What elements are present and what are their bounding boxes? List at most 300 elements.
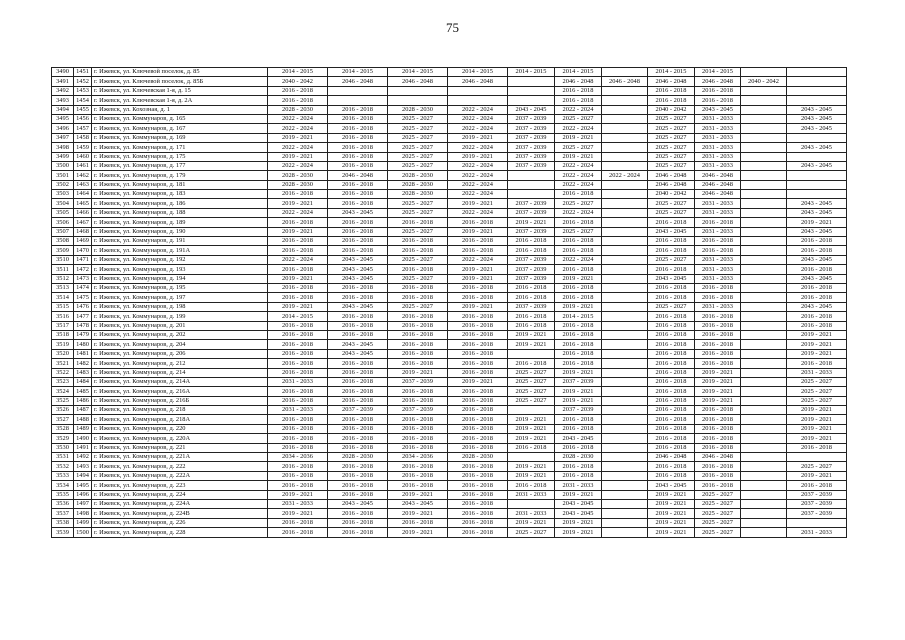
period-cell: 2016 - 2018 [555,86,602,95]
address-cell: г. Ижевск, ул. Ключевой поселок, д. 85 [92,68,268,77]
row-id-cell: 1466 [74,208,92,217]
period-cell: 2031 - 2033 [268,406,328,415]
period-cell: 2016 - 2018 [268,293,328,302]
period-cell: 2025 - 2027 [555,227,602,236]
period-cell [741,133,787,142]
period-cell [508,86,555,95]
period-cell: 2016 - 2018 [328,424,388,433]
period-cell [741,246,787,255]
table-row [52,330,847,339]
period-cell [602,321,648,330]
period-cell: 2016 - 2018 [268,471,328,480]
period-cell: 2037 - 2039 [508,133,555,142]
row-number-cell: 3522 [52,368,74,377]
table-row [52,518,847,527]
period-cell [741,528,787,537]
row-id-cell: 1457 [74,124,92,133]
table-row [52,302,847,311]
row-id-cell: 1490 [74,434,92,443]
period-cell [787,133,847,142]
period-cell: 2022 - 2024 [555,124,602,133]
period-cell: 2043 - 2045 [328,302,388,311]
row-number-cell: 3509 [52,246,74,255]
period-cell: 2016 - 2018 [268,86,328,95]
period-cell [508,349,555,358]
period-cell: 2025 - 2027 [508,387,555,396]
period-cell: 2016 - 2018 [648,246,695,255]
period-cell [741,509,787,518]
period-cell: 2031 - 2033 [787,528,847,537]
period-cell: 2016 - 2018 [328,293,388,302]
period-cell: 2016 - 2018 [448,471,508,480]
period-cell [602,387,648,396]
period-cell [741,396,787,405]
period-cell: 2043 - 2045 [508,105,555,114]
period-cell: 2037 - 2039 [555,377,602,386]
address-cell: г. Ижевск, ул. Коммунаров, д. 226 [92,518,268,527]
period-cell [328,86,388,95]
period-cell: 2022 - 2024 [555,180,602,189]
period-cell: 2016 - 2018 [695,349,741,358]
period-cell [741,255,787,264]
period-cell: 2016 - 2018 [555,293,602,302]
table-row [52,312,847,321]
period-cell: 2025 - 2027 [388,114,448,123]
period-cell [741,359,787,368]
period-cell: 2043 - 2045 [787,105,847,114]
period-cell [787,96,847,105]
period-cell: 2014 - 2015 [328,68,388,77]
period-cell [602,161,648,170]
period-cell: 2016 - 2018 [787,237,847,246]
period-cell: 2014 - 2015 [555,68,602,77]
period-cell: 2025 - 2027 [388,227,448,236]
period-cell: 2019 - 2021 [388,528,448,537]
row-id-cell: 1487 [74,406,92,415]
period-cell: 2016 - 2018 [328,368,388,377]
period-cell: 2046 - 2048 [648,171,695,180]
period-cell: 2016 - 2018 [695,96,741,105]
row-number-cell: 3529 [52,434,74,443]
table-row [52,443,847,452]
period-cell: 2025 - 2027 [787,387,847,396]
period-cell: 2019 - 2021 [448,265,508,274]
period-cell: 2016 - 2018 [328,283,388,292]
period-cell: 2043 - 2045 [787,124,847,133]
table-row [52,340,847,349]
period-cell: 2016 - 2018 [328,387,388,396]
address-cell: г. Ижевск, ул. Коммунаров, д. 197 [92,293,268,302]
period-cell [741,434,787,443]
period-cell: 2016 - 2018 [328,105,388,114]
period-cell [787,68,847,77]
period-cell [787,77,847,86]
table-row [52,359,847,368]
row-number-cell: 3511 [52,265,74,274]
period-cell: 2016 - 2018 [508,293,555,302]
period-cell: 2031 - 2033 [695,152,741,161]
period-cell: 2016 - 2018 [268,321,328,330]
period-cell: 2019 - 2021 [268,227,328,236]
period-cell: 2019 - 2021 [555,368,602,377]
table-row [52,462,847,471]
period-cell: 2022 - 2024 [268,161,328,170]
period-cell: 2037 - 2039 [508,274,555,283]
period-cell: 2043 - 2045 [695,105,741,114]
period-cell: 2016 - 2018 [695,462,741,471]
period-cell: 2016 - 2018 [268,368,328,377]
period-cell: 2016 - 2018 [555,237,602,246]
row-number-cell: 3497 [52,133,74,142]
period-cell: 2046 - 2048 [648,453,695,462]
period-cell: 2019 - 2021 [787,349,847,358]
period-cell: 2019 - 2021 [555,133,602,142]
address-cell: г. Ижевск, ул. Коммунаров, д. 224 [92,490,268,499]
period-cell [508,171,555,180]
page-number: 75 [446,20,459,35]
row-number-cell: 3490 [52,68,74,77]
period-cell: 2025 - 2027 [695,518,741,527]
period-cell: 2028 - 2030 [555,453,602,462]
period-cell: 2016 - 2018 [648,443,695,452]
period-cell [602,471,648,480]
period-cell [602,377,648,386]
address-cell: г. Ижевск, ул. Коммунаров, д. 167 [92,124,268,133]
period-cell: 2016 - 2018 [695,312,741,321]
period-cell: 2019 - 2021 [268,274,328,283]
table-row [52,265,847,274]
period-cell [787,180,847,189]
period-cell: 2016 - 2018 [388,359,448,368]
period-cell: 2016 - 2018 [448,330,508,339]
period-cell: 2016 - 2018 [448,499,508,508]
address-cell: г. Ижевск, ул. Коммунаров, д. 177 [92,161,268,170]
period-cell: 2016 - 2018 [648,368,695,377]
period-cell: 2019 - 2021 [448,227,508,236]
address-cell: г. Ижевск, ул. Коммунаров, д. 171 [92,143,268,152]
row-number-cell: 3537 [52,509,74,518]
period-cell: 2016 - 2018 [388,283,448,292]
period-cell: 2025 - 2027 [388,124,448,133]
row-id-cell: 1494 [74,471,92,480]
address-cell: г. Ижевск, ул. Коммунаров, д. 214А [92,377,268,386]
period-cell: 2025 - 2027 [388,302,448,311]
period-cell: 2016 - 2018 [648,293,695,302]
address-cell: г. Ижевск, ул. Коммунаров, д. 175 [92,152,268,161]
row-number-cell: 3516 [52,312,74,321]
address-cell: г. Ижевск, ул. Коммунаров, д. 220А [92,434,268,443]
period-cell: 2016 - 2018 [648,462,695,471]
address-cell: г. Ижевск, ул. Коммунаров, д. 218 [92,406,268,415]
period-cell: 2040 - 2042 [648,105,695,114]
row-id-cell: 1452 [74,77,92,86]
period-cell: 2019 - 2021 [695,368,741,377]
period-cell: 2043 - 2045 [328,274,388,283]
row-id-cell: 1483 [74,368,92,377]
period-cell: 2016 - 2018 [508,321,555,330]
period-cell: 2031 - 2033 [695,114,741,123]
row-id-cell: 1498 [74,509,92,518]
period-cell: 2016 - 2018 [448,340,508,349]
period-cell: 2016 - 2018 [268,528,328,537]
period-cell: 2037 - 2039 [508,152,555,161]
period-cell: 2016 - 2018 [388,443,448,452]
address-cell: г. Ижевск, ул. Коммунаров, д. 218А [92,415,268,424]
period-cell: 2025 - 2027 [648,199,695,208]
table-row [52,528,847,537]
period-cell [602,133,648,142]
row-number-cell: 3494 [52,105,74,114]
row-id-cell: 1458 [74,133,92,142]
period-cell: 2022 - 2024 [448,114,508,123]
period-cell: 2043 - 2045 [648,274,695,283]
period-cell: 2046 - 2048 [448,77,508,86]
period-cell: 2019 - 2021 [555,152,602,161]
period-cell: 2046 - 2048 [602,77,648,86]
period-cell: 2019 - 2021 [787,340,847,349]
period-cell: 2016 - 2018 [448,481,508,490]
address-cell: г. Ижевск, ул. Коммунаров, д. 224А [92,499,268,508]
period-cell: 2037 - 2039 [508,199,555,208]
row-number-cell: 3505 [52,208,74,217]
period-cell: 2014 - 2015 [508,68,555,77]
period-cell: 2016 - 2018 [388,424,448,433]
period-cell [602,218,648,227]
period-cell: 2019 - 2021 [448,152,508,161]
row-id-cell: 1462 [74,171,92,180]
period-cell: 2025 - 2027 [555,143,602,152]
row-number-cell: 3492 [52,86,74,95]
period-cell: 2016 - 2018 [448,246,508,255]
period-cell: 2028 - 2030 [388,180,448,189]
period-cell [602,528,648,537]
period-cell: 2016 - 2018 [448,443,508,452]
period-cell: 2016 - 2018 [328,227,388,236]
period-cell: 2016 - 2018 [648,283,695,292]
address-cell: г. Ижевск, ул. Коммунаров, д. 220 [92,424,268,433]
period-cell: 2014 - 2015 [268,312,328,321]
period-cell: 2016 - 2018 [328,161,388,170]
period-cell: 2025 - 2027 [787,462,847,471]
period-cell [741,171,787,180]
period-cell: 2025 - 2027 [648,302,695,311]
row-number-cell: 3512 [52,274,74,283]
period-cell: 2028 - 2030 [388,105,448,114]
period-cell: 2016 - 2018 [648,237,695,246]
period-cell: 2046 - 2048 [695,77,741,86]
period-cell: 2019 - 2021 [508,415,555,424]
period-cell: 2031 - 2033 [508,509,555,518]
row-id-cell: 1480 [74,340,92,349]
period-cell [741,124,787,133]
row-number-cell: 3521 [52,359,74,368]
period-cell: 2016 - 2018 [268,434,328,443]
period-cell [741,105,787,114]
period-cell: 2025 - 2027 [648,133,695,142]
period-cell: 2025 - 2027 [695,509,741,518]
period-cell: 2016 - 2018 [448,462,508,471]
period-cell: 2016 - 2018 [555,349,602,358]
table-row [52,246,847,255]
period-cell: 2019 - 2021 [508,471,555,480]
table-row [52,161,847,170]
period-cell: 2019 - 2021 [388,368,448,377]
address-cell: г. Ижевск, ул. Коммунаров, д. 195 [92,283,268,292]
row-id-cell: 1484 [74,377,92,386]
schedule-table [51,67,847,538]
period-cell: 2037 - 2039 [787,499,847,508]
period-cell [741,293,787,302]
period-cell: 2031 - 2033 [695,161,741,170]
period-cell: 2037 - 2039 [388,406,448,415]
period-cell: 2016 - 2018 [448,218,508,227]
address-cell: г. Ижевск, ул. Коммунаров, д. 202 [92,330,268,339]
row-id-cell: 1454 [74,96,92,105]
row-number-cell: 3503 [52,190,74,199]
period-cell: 2016 - 2018 [388,387,448,396]
period-cell: 2016 - 2018 [328,396,388,405]
period-cell [741,302,787,311]
period-cell: 2031 - 2033 [695,265,741,274]
row-id-cell: 1500 [74,528,92,537]
period-cell: 2028 - 2030 [268,180,328,189]
period-cell: 2016 - 2018 [328,152,388,161]
period-cell: 2019 - 2021 [268,133,328,142]
period-cell: 2016 - 2018 [388,312,448,321]
period-cell: 2025 - 2027 [648,114,695,123]
address-cell: г. Ижевск, ул. Ключевская 1-я, д. 2А [92,96,268,105]
row-id-cell: 1453 [74,86,92,95]
period-cell: 2016 - 2018 [648,96,695,105]
row-number-cell: 3538 [52,518,74,527]
period-cell [741,453,787,462]
row-id-cell: 1459 [74,143,92,152]
table-row [52,218,847,227]
period-cell [602,208,648,217]
period-cell: 2016 - 2018 [448,293,508,302]
period-cell [602,518,648,527]
period-cell: 2016 - 2018 [328,528,388,537]
period-cell: 2016 - 2018 [328,143,388,152]
table-row [52,396,847,405]
period-cell: 2016 - 2018 [787,312,847,321]
table-row [52,368,847,377]
period-cell: 2016 - 2018 [388,349,448,358]
period-cell: 2028 - 2030 [268,171,328,180]
row-id-cell: 1485 [74,387,92,396]
period-cell: 2043 - 2045 [555,499,602,508]
table-row [52,199,847,208]
period-cell [741,387,787,396]
address-cell: г. Ижевск, ул. Кохозная, д. 1 [92,105,268,114]
period-cell: 2016 - 2018 [328,490,388,499]
period-cell: 2043 - 2045 [555,509,602,518]
period-cell: 2016 - 2018 [448,396,508,405]
period-cell: 2019 - 2021 [555,302,602,311]
period-cell: 2016 - 2018 [388,265,448,274]
period-cell [602,199,648,208]
period-cell: 2043 - 2045 [787,161,847,170]
period-cell: 2025 - 2027 [695,528,741,537]
period-cell: 2025 - 2027 [787,396,847,405]
period-cell: 2046 - 2048 [555,77,602,86]
table-row [52,406,847,415]
period-cell: 2025 - 2027 [508,368,555,377]
period-cell: 2016 - 2018 [695,330,741,339]
period-cell: 2025 - 2027 [508,528,555,537]
period-cell [602,227,648,236]
table-row [52,171,847,180]
period-cell: 2019 - 2021 [695,377,741,386]
period-cell: 2016 - 2018 [555,265,602,274]
period-cell: 2016 - 2018 [388,481,448,490]
row-id-cell: 1465 [74,199,92,208]
period-cell [741,471,787,480]
period-cell: 2025 - 2027 [648,255,695,264]
row-id-cell: 1497 [74,499,92,508]
period-cell: 2022 - 2024 [448,190,508,199]
period-cell: 2016 - 2018 [695,321,741,330]
period-cell [741,161,787,170]
period-cell: 2022 - 2024 [555,208,602,217]
address-cell: г. Ижевск, ул. Коммунаров, д. 193 [92,265,268,274]
period-cell: 2031 - 2033 [695,302,741,311]
address-cell: г. Ижевск, ул. Коммунаров, д. 228 [92,528,268,537]
period-cell: 2016 - 2018 [268,415,328,424]
row-id-cell: 1489 [74,424,92,433]
period-cell: 2022 - 2024 [448,143,508,152]
period-cell: 2016 - 2018 [328,246,388,255]
period-cell: 2016 - 2018 [555,321,602,330]
period-cell: 2019 - 2021 [555,274,602,283]
period-cell [741,340,787,349]
period-cell: 2016 - 2018 [328,312,388,321]
period-cell: 2016 - 2018 [328,509,388,518]
period-cell: 2016 - 2018 [328,359,388,368]
period-cell: 2019 - 2021 [787,424,847,433]
period-cell: 2016 - 2018 [695,86,741,95]
period-cell: 2016 - 2018 [268,481,328,490]
row-id-cell: 1474 [74,283,92,292]
period-cell: 2016 - 2018 [695,359,741,368]
period-cell [741,237,787,246]
period-cell: 2019 - 2021 [268,490,328,499]
period-cell: 2034 - 2036 [268,453,328,462]
period-cell: 2019 - 2021 [508,330,555,339]
period-cell: 2016 - 2018 [268,359,328,368]
period-cell: 2043 - 2045 [787,199,847,208]
period-cell [508,96,555,105]
period-cell: 2046 - 2048 [695,180,741,189]
row-id-cell: 1451 [74,68,92,77]
period-cell: 2016 - 2018 [328,237,388,246]
period-cell: 2016 - 2018 [448,424,508,433]
period-cell: 2016 - 2018 [328,124,388,133]
period-cell [741,218,787,227]
period-cell [741,321,787,330]
period-cell [328,96,388,105]
period-cell: 2016 - 2018 [328,133,388,142]
period-cell: 2016 - 2018 [388,237,448,246]
period-cell [787,86,847,95]
period-cell: 2031 - 2033 [555,481,602,490]
period-cell: 2019 - 2021 [508,424,555,433]
period-cell: 2016 - 2018 [555,218,602,227]
period-cell: 2043 - 2045 [787,114,847,123]
period-cell: 2019 - 2021 [508,462,555,471]
period-cell: 2037 - 2039 [787,490,847,499]
period-cell: 2016 - 2018 [448,349,508,358]
